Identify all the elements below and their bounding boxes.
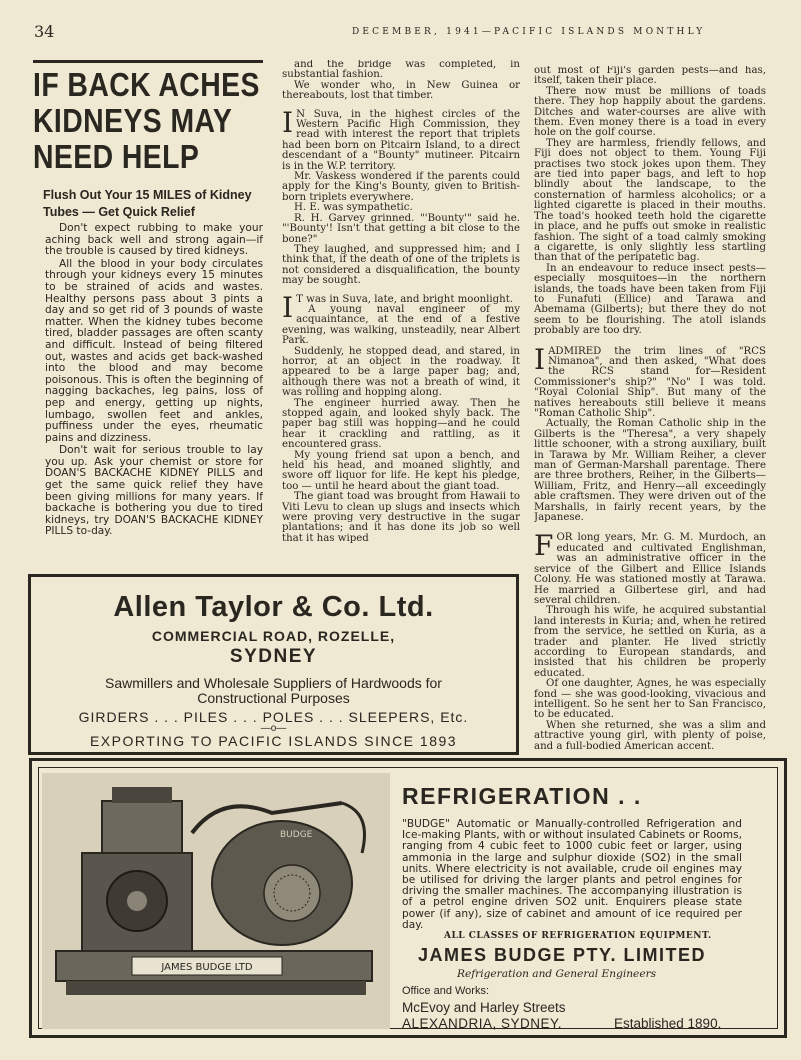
advert-paragraph: Don't expect rubbing to make your aching back well and strong again—if the trouble is caused by tired kidneys.	[45, 222, 263, 258]
advert-headline	[33, 67, 263, 175]
advert-company-name: Allen Taylor & Co. Ltd.	[113, 591, 434, 623]
advert-description-1: Sawmillers and Wholesale Suppliers of Hardwoods for	[105, 675, 442, 691]
advert-company-subtitle: Refrigeration and General Engineers	[457, 968, 657, 980]
subhead-line-2: Tubes — Get Quick Relief	[43, 205, 195, 219]
article-column-middle	[282, 60, 520, 568]
allen-taylor-advert	[28, 574, 519, 755]
advert-body: "BUDGE" Automatic or Manually-controlled Refrigeration and Ice-making Plants, with or without insulated Cabinets or Rooms, ranging from 4 cubic feet to 1000 cubic feet or larger, using ammonia in the large and sulphur dioxide (SO2) in the small units. Where electricity is not available, crude oil engines may be utilised for driving the larger plants and petrol engines for driving the smaller machines. The accompanying illustration is of a petrol engine driven SO2 unit. Enquirers please state power (if any), size of cabinet and amount of ice required per day.	[402, 818, 742, 931]
article-paragraph: They laughed, and suppressed him; and I think that, if the death of one of the triplets is not considered a disqualification, the bounty may be sought.	[282, 243, 520, 287]
article-paragraph: My young friend sat upon a bench, and held his head, and moaned slightly, and swore off liquor for life. He kept his pledge, too — until he heard about the giant toad.	[282, 449, 520, 492]
article-paragraph: R. H. Garvey grinned. "'Bounty'" said he. "'Bounty'! Isn't that getting a bit close to the bone?"	[282, 212, 520, 245]
ornament-divider: —o—	[260, 723, 287, 734]
advert-classes: ALL CLASSES OF REFRIGERATION EQUIPMENT.	[444, 931, 712, 941]
advert-paragraph: All the blood in your body circulates through your kidneys every 15 minutes to be strained of acids and wastes. Healthy persons pass about 3 pints a day and so get rid of 3 pounds of waste matter. When the kidney tubes become tired, bladder passages are often scanty and difficult. Instead of being filtered out, wastes and acids get back-washed into the blood and may become poisonous. This is often the beginning of nagging backaches, leg pains, loss of pep and energy, getting up nights, lumbago, swollen feet and ankles, puffiness under the eyes, rheumatic pains and dizziness.	[45, 257, 263, 444]
machine-nameplate: JAMES BUDGE LTD	[161, 962, 253, 973]
article-section	[282, 290, 520, 545]
headline-line-1: IF BACK ACHES	[33, 66, 260, 103]
article-column-right	[534, 66, 766, 756]
headline-line-3: NEED HELP	[33, 138, 200, 175]
advert-exporting: EXPORTING TO PACIFIC ISLANDS SINCE 1893	[89, 733, 458, 749]
article-paragraph: Suddenly, he stopped dead, and stared, in horror, at an object in the roadway. It appeared to be a large paper bag; and, although there was not a breath of wind, it was rolling and hopping along.	[282, 345, 520, 399]
article-section	[534, 529, 766, 752]
article-paragraph: We wonder who, in New Guinea or thereabouts, lost that timber.	[282, 79, 520, 102]
running-header: DECEMBER, 1941—PACIFIC ISLANDS MONTHLY	[352, 27, 706, 37]
advert-streets: McEvoy and Harley Streets	[402, 1000, 566, 1015]
article-paragraph: In an endeavour to reduce insect pests—especially mosquitoes—in the northern islands, the toads have been taken from Fiji to Funafuti (Ellice) and Tarawa and Abemama (Gilberts); but there they do not seem to be flourishing. The atoll islands probably are too dry.	[534, 262, 766, 337]
article-paragraph: There now must be millions of toads there. They hop happily about the gardens. Ditches and water-courses are alive with them. Even money there is a toad in every hole on the golf course.	[534, 85, 766, 139]
headline-line-2: KIDNEYS MAY	[33, 102, 233, 139]
advert-paragraph: Don't wait for serious trouble to lay you up. Ask your chemist or store for DOAN'S BACKACHE KIDNEY PILLS and get the same quick relief they have been giving millions for many years. If backache is bothering you due to tired kidneys, try DOAN'S BACKACHE KIDNEY PILLS to-day.	[45, 444, 263, 538]
article-paragraph: and the bridge was completed, in substantial fashion.	[282, 60, 520, 81]
article-paragraph: H. E. was sympathetic.	[294, 202, 413, 214]
article-paragraph: Mr. Vaskess wondered if the parents could apply for the King's Bounty, given to British-born triplets everywhere.	[282, 171, 520, 203]
advert-title: REFRIGERATION . .	[402, 783, 642, 809]
article-paragraph: When she returned, she was a slim and attractive young girl, with plenty of poise, and a full-bodied American accent.	[534, 719, 766, 752]
drop-cap: I	[534, 342, 546, 376]
article-paragraph: ADMIRED the trim lines of "RCS Nimanoa", and then asked, "What does the RCS stand for—Resident Commissioner's ship?" "No" I was told. "Royal Colonial Ship". But many of the natives hereabouts still believe it means "Roman Catholic Ship".	[534, 345, 766, 419]
advert-body	[33, 223, 263, 538]
page-number: 34	[34, 22, 55, 41]
subhead-line-1: Flush Out Your 15 MILES of Kidney	[43, 188, 252, 202]
drop-cap: I	[282, 290, 294, 324]
drop-cap: F	[534, 529, 554, 563]
article-paragraph: OR long years, Mr. G. M. Murdoch, an educated and cultivated Englishman, was an administrative officer in the service of the Gilbert and Ellice Islands Colony. He was stationed mostly at Tarawa. He married a Gilbertese girl, and had several children.	[534, 532, 766, 606]
advert-products: GIRDERS . . . PILES . . . POLES . . . SLEEPERS, Etc.	[78, 709, 469, 725]
refrigeration-advert	[29, 758, 787, 1038]
advert-subhead	[43, 187, 263, 221]
article-paragraph: Actually, the Roman Catholic ship in the Gilberts is the "Theresa", a very shapely little schooner, with a strong auxiliary, built in Tarawa by Mr. William Reiher, a clever man of German-Marshall parentage. There are three brothers, Reiher, in the Gilberts—William, Fritz, and Henry—all exceedingly able craftsmen. They were driven out of the Marshalls, in fairly recent years, by the Japanese.	[534, 418, 766, 524]
advert-address: COMMERCIAL ROAD, ROZELLE,	[151, 628, 396, 644]
article-paragraph: The giant toad was brought from Hawaii to Viti Levu to clean up slugs and insects which were proving very destructive in the sugar plantations; and it has done its job so well that it has wiped	[282, 491, 520, 544]
article-paragraph: out most of Fiji's garden pests—and has, itself, taken their place.	[534, 66, 766, 87]
advert-top-rule	[33, 60, 263, 63]
article-paragraph: N Suva, in the highest circles of the Western Pacific High Commission, they read with interest the report that triplets had been born on Pitcairn Island, to a direct descendant of a "Bounty" mutineer. Pitcairn is in the W.P. territory.	[282, 108, 520, 172]
article-paragraph: They are harmless, friendly fellows, and Fiji does not object to them. Young Fiji practises two stock jokes upon them. They are tied into paper bags, and left to hop blindly about the landscape, to the consternation of harmless alcoholics; or a lighted cigarette is placed in their mouths. The toad's hooked teeth hold the cigarette in place, and he puffs out smoke in realistic fashion. The sight of a toad calmly smoking a cigarette, is only slightly less startling than that of the peripatetic bag.	[534, 137, 766, 264]
engine-badge: BUDGE	[280, 830, 313, 840]
refrigeration-unit-illustration	[42, 773, 390, 1029]
advert-city: SYDNEY	[229, 646, 318, 667]
article-section	[282, 105, 520, 287]
article-section	[534, 342, 766, 524]
advert-offices-label: Office and Works:	[402, 985, 490, 997]
article-paragraph: The engineer hurried away. Then he stopped again, and looked shyly back. The paper bag still was hopping—and he could hear it crackling and rattling, as it encountered grass.	[282, 397, 520, 451]
advert-company-name: JAMES BUDGE PTY. LIMITED	[418, 945, 707, 965]
drop-cap: I	[282, 105, 294, 139]
article-paragraph: Of one daughter, Agnes, he was especially fond — she was good-looking, vivacious and intelligent. So he sent her to San Francisco, to be educated.	[534, 678, 766, 721]
article-paragraph: T was in Suva, late, and bright moonlight.	[296, 293, 514, 305]
article-paragraph: A young naval engineer of my acquaintance, at the end of a festive evening, was walking, unsteadily, near Albert Park.	[282, 303, 520, 347]
advert-suburb: ALEXANDRIA, SYDNEY.	[402, 1016, 563, 1031]
kidney-advert	[33, 60, 263, 570]
advert-established: Established 1890.	[614, 1016, 722, 1031]
advert-description-2: Constructional Purposes	[197, 690, 350, 706]
article-paragraph: Through his wife, he acquired substantial land interests in Kuria; and, when he retired from the service, he settled on Kuria, as a trader and planter. He lived strictly according to European standards, and insisted that his children be properly educated.	[534, 605, 766, 679]
